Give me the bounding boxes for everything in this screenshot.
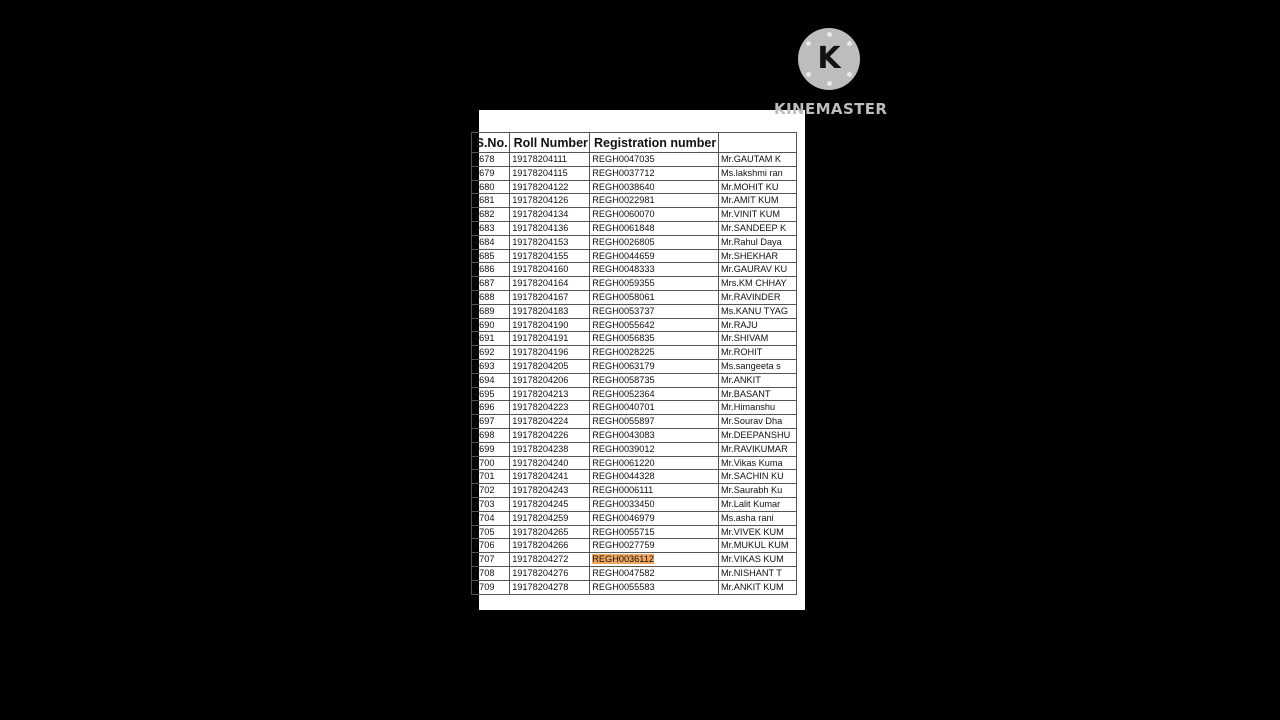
cell-name: Mr.RAVINDER xyxy=(719,290,797,304)
cell-sno: 6691 xyxy=(472,332,510,346)
table-row xyxy=(472,235,797,249)
table-row xyxy=(472,332,797,346)
kinemaster-logo-glyph: K xyxy=(817,41,841,76)
cell-name: Mr.RAVIKUMAR xyxy=(719,442,797,456)
table-row xyxy=(472,539,797,553)
cell-sno: 6693 xyxy=(472,359,510,373)
cell-registration-number: REGH0055642 xyxy=(590,318,719,332)
cell-name: Mr.SHIVAM xyxy=(719,332,797,346)
table-row xyxy=(472,249,797,263)
table-row xyxy=(472,428,797,442)
cell-name: Mr.ROHIT xyxy=(719,346,797,360)
cell-name: Mr.SANDEEP K xyxy=(719,221,797,235)
table-row xyxy=(472,194,797,208)
cell-name: Ms.asha rani xyxy=(719,511,797,525)
table-row xyxy=(472,180,797,194)
cell-sno: 6704 xyxy=(472,511,510,525)
cell-roll-number: 19178204136 xyxy=(510,221,590,235)
cell-name: Mr.SACHIN KU xyxy=(719,470,797,484)
cell-sno: 6707 xyxy=(472,553,510,567)
cell-registration-number: REGH0063179 xyxy=(590,359,719,373)
cell-name: Mr.VIVEK KUM xyxy=(719,525,797,539)
cell-name: Mrs.KM CHHAY xyxy=(719,277,797,291)
cell-registration-number: REGH0046979 xyxy=(590,511,719,525)
cell-sno: 6687 xyxy=(472,277,510,291)
cell-roll-number: 19178204213 xyxy=(510,387,590,401)
cell-registration-number: REGH0055715 xyxy=(590,525,719,539)
cell-sno: 6679 xyxy=(472,166,510,180)
cell-name: Mr.SHEKHAR xyxy=(719,249,797,263)
cell-name: Mr.Lalit Kumar xyxy=(719,497,797,511)
cell-registration-number xyxy=(590,553,719,567)
cell-roll-number: 19178204243 xyxy=(510,484,590,498)
cell-name: Mr.GAUTAM K xyxy=(719,153,797,167)
table-row xyxy=(472,401,797,415)
table-row xyxy=(472,277,797,291)
cell-roll-number: 19178204276 xyxy=(510,566,590,580)
cell-name: Mr.AMIT KUM xyxy=(719,194,797,208)
header-name xyxy=(719,133,797,153)
header-registration-number: Registration number xyxy=(590,133,719,153)
cell-sno: 6695 xyxy=(472,387,510,401)
cell-roll-number: 19178204155 xyxy=(510,249,590,263)
cell-roll-number: 19178204259 xyxy=(510,511,590,525)
cell-name: Mr.RAJU xyxy=(719,318,797,332)
cell-roll-number: 19178204226 xyxy=(510,428,590,442)
cell-roll-number: 19178204126 xyxy=(510,194,590,208)
cell-roll-number: 19178204245 xyxy=(510,497,590,511)
cell-sno: 6697 xyxy=(472,415,510,429)
table-row xyxy=(472,553,797,567)
cell-sno: 6685 xyxy=(472,249,510,263)
table-row xyxy=(472,153,797,167)
cell-roll-number: 19178204167 xyxy=(510,290,590,304)
cell-name: Mr.Rahul Daya xyxy=(719,235,797,249)
cell-sno: 6705 xyxy=(472,525,510,539)
cell-sno: 6681 xyxy=(472,194,510,208)
table-row xyxy=(472,566,797,580)
cell-registration-number: REGH0047582 xyxy=(590,566,719,580)
cell-registration-number: REGH0039012 xyxy=(590,442,719,456)
cell-sno: 6706 xyxy=(472,539,510,553)
table-row xyxy=(472,208,797,222)
cell-sno: 6694 xyxy=(472,373,510,387)
cell-sno: 6698 xyxy=(472,428,510,442)
cell-name: Mr.ANKIT xyxy=(719,373,797,387)
table-body xyxy=(472,153,797,595)
table-row xyxy=(472,346,797,360)
cell-name: Mr.ANKIT KUM xyxy=(719,580,797,594)
cell-roll-number: 19178204265 xyxy=(510,525,590,539)
cell-name: Mr.GAURAV KU xyxy=(719,263,797,277)
table-row xyxy=(472,166,797,180)
cell-sno: 6683 xyxy=(472,221,510,235)
cell-roll-number: 19178204153 xyxy=(510,235,590,249)
cell-registration-number: REGH0058735 xyxy=(590,373,719,387)
cell-registration-number: REGH0040701 xyxy=(590,401,719,415)
cell-sno: 6686 xyxy=(472,263,510,277)
cell-registration-number: REGH0043083 xyxy=(590,428,719,442)
cell-sno: 6701 xyxy=(472,470,510,484)
table-row xyxy=(472,304,797,318)
cell-registration-number: REGH0022981 xyxy=(590,194,719,208)
table-row xyxy=(472,580,797,594)
table-row xyxy=(472,442,797,456)
cell-registration-number: REGH0044328 xyxy=(590,470,719,484)
cell-name: Ms.sangeeta s xyxy=(719,359,797,373)
cell-roll-number: 19178204115 xyxy=(510,166,590,180)
cell-registration-number: REGH0055583 xyxy=(590,580,719,594)
cell-roll-number: 19178204238 xyxy=(510,442,590,456)
cell-registration-number: REGH0058061 xyxy=(590,290,719,304)
header-roll-number: Roll Number xyxy=(510,133,590,153)
cell-registration-number: REGH0048333 xyxy=(590,263,719,277)
cell-registration-number: REGH0028225 xyxy=(590,346,719,360)
cell-roll-number: 19178204241 xyxy=(510,470,590,484)
table-row xyxy=(472,290,797,304)
highlighted-registration-number: REGH0036112 xyxy=(592,554,654,565)
cell-sno: 6690 xyxy=(472,318,510,332)
table-row xyxy=(472,415,797,429)
cell-roll-number: 19178204266 xyxy=(510,539,590,553)
cell-sno: 6699 xyxy=(472,442,510,456)
cell-roll-number: 19178204164 xyxy=(510,277,590,291)
kinemaster-logo-icon xyxy=(798,28,860,90)
cell-name: Mr.MOHIT KU xyxy=(719,180,797,194)
cell-registration-number: REGH0006111 xyxy=(590,484,719,498)
cell-roll-number: 19178204183 xyxy=(510,304,590,318)
cell-name: Mr.Vikas Kuma xyxy=(719,456,797,470)
cell-registration-number: REGH0038640 xyxy=(590,180,719,194)
cell-registration-number: REGH0053737 xyxy=(590,304,719,318)
cell-name: Mr.MUKUL KUM xyxy=(719,539,797,553)
results-table xyxy=(471,132,797,595)
cell-sno: 6682 xyxy=(472,208,510,222)
cell-sno: 6708 xyxy=(472,566,510,580)
cell-roll-number: 19178204134 xyxy=(510,208,590,222)
cell-registration-number: REGH0060070 xyxy=(590,208,719,222)
cell-registration-number: REGH0061848 xyxy=(590,221,719,235)
table-row xyxy=(472,456,797,470)
kinemaster-logo-text: KINEMASTER xyxy=(774,100,888,118)
table-row xyxy=(472,359,797,373)
cell-name: Mr.Sourav Dha xyxy=(719,415,797,429)
cell-registration-number: REGH0037712 xyxy=(590,166,719,180)
table-row xyxy=(472,318,797,332)
cell-registration-number: REGH0027759 xyxy=(590,539,719,553)
cell-roll-number: 19178204224 xyxy=(510,415,590,429)
table-row xyxy=(472,221,797,235)
cell-sno: 6688 xyxy=(472,290,510,304)
cell-roll-number: 19178204122 xyxy=(510,180,590,194)
cell-registration-number: REGH0047035 xyxy=(590,153,719,167)
cell-name: Mr.BASANT xyxy=(719,387,797,401)
cell-registration-number: REGH0044659 xyxy=(590,249,719,263)
cell-roll-number: 19178204160 xyxy=(510,263,590,277)
table-row xyxy=(472,484,797,498)
cell-registration-number: REGH0052364 xyxy=(590,387,719,401)
cell-name: Mr.Saurabh Ku xyxy=(719,484,797,498)
cell-sno: 6696 xyxy=(472,401,510,415)
cell-sno: 6684 xyxy=(472,235,510,249)
cell-roll-number: 19178204240 xyxy=(510,456,590,470)
cell-name: Mr.VIKAS KUM xyxy=(719,553,797,567)
cell-roll-number: 19178204191 xyxy=(510,332,590,346)
cell-sno: 6692 xyxy=(472,346,510,360)
cell-sno: 6700 xyxy=(472,456,510,470)
table-row xyxy=(472,497,797,511)
cell-sno: 6678 xyxy=(472,153,510,167)
cell-sno: 6689 xyxy=(472,304,510,318)
cell-name: Ms.lakshmi ran xyxy=(719,166,797,180)
cell-name: Mr.DEEPANSHU xyxy=(719,428,797,442)
document-page xyxy=(474,110,805,610)
cell-roll-number: 19178204190 xyxy=(510,318,590,332)
cell-registration-number: REGH0061220 xyxy=(590,456,719,470)
cell-roll-number: 19178204278 xyxy=(510,580,590,594)
cell-registration-number: REGH0056835 xyxy=(590,332,719,346)
cell-sno: 6709 xyxy=(472,580,510,594)
cell-registration-number: REGH0055897 xyxy=(590,415,719,429)
table-row xyxy=(472,263,797,277)
cell-registration-number: REGH0033450 xyxy=(590,497,719,511)
cell-name: Ms.KANU TYAG xyxy=(719,304,797,318)
cell-registration-number: REGH0026805 xyxy=(590,235,719,249)
table-row xyxy=(472,511,797,525)
cell-roll-number: 19178204206 xyxy=(510,373,590,387)
cell-roll-number: 19178204111 xyxy=(510,153,590,167)
cell-roll-number: 19178204272 xyxy=(510,553,590,567)
cell-sno: 6702 xyxy=(472,484,510,498)
header-sno: S.No. xyxy=(472,133,510,153)
table-row xyxy=(472,387,797,401)
kinemaster-watermark xyxy=(774,28,886,118)
cell-registration-number: REGH0059355 xyxy=(590,277,719,291)
table-row xyxy=(472,470,797,484)
table-row xyxy=(472,525,797,539)
table-row xyxy=(472,373,797,387)
cell-sno: 6703 xyxy=(472,497,510,511)
table-header-row xyxy=(472,133,797,153)
cell-name: Mr.VINIT KUM xyxy=(719,208,797,222)
cell-name: Mr.Himanshu xyxy=(719,401,797,415)
cell-roll-number: 19178204223 xyxy=(510,401,590,415)
cell-name: Mr.NISHANT T xyxy=(719,566,797,580)
cell-sno: 6680 xyxy=(472,180,510,194)
cell-roll-number: 19178204196 xyxy=(510,346,590,360)
cell-roll-number: 19178204205 xyxy=(510,359,590,373)
